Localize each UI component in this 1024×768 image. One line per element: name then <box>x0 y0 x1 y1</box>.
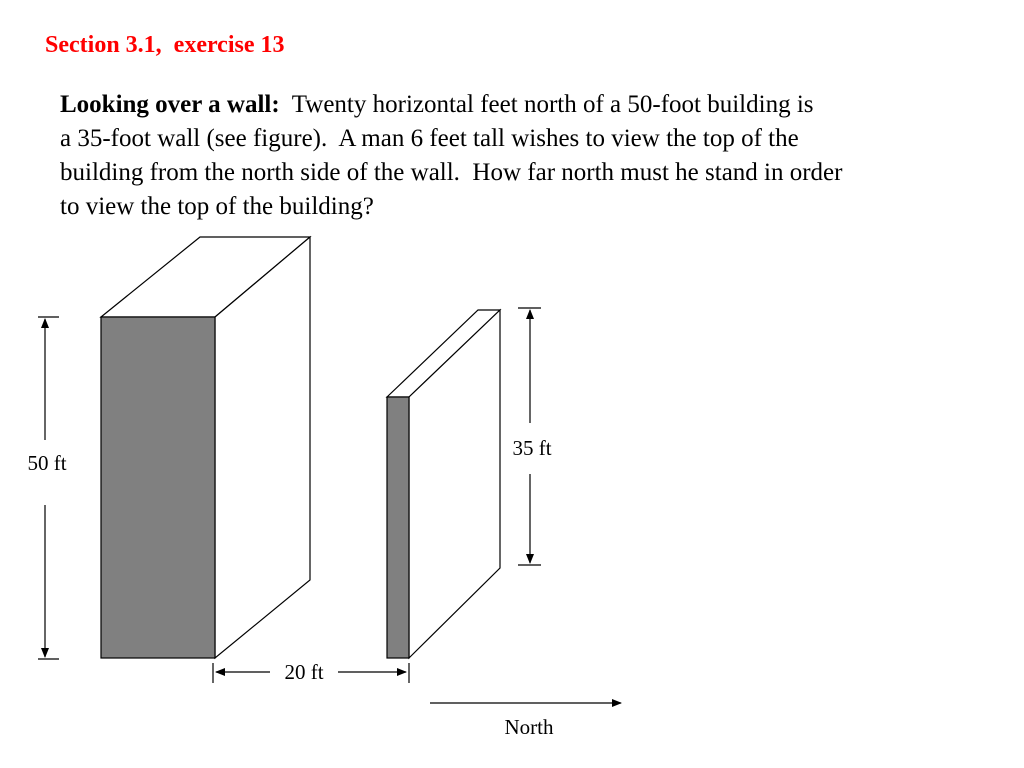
problem-line-2: a 35-foot wall (see figure). A man 6 feet tall wishes to view the top of the <box>60 125 799 152</box>
problem-line-1: Looking over a wall: Twenty horizontal feet north of a 50-foot building is <box>60 91 814 118</box>
wall <box>387 310 500 658</box>
building-height-dimension <box>38 317 59 659</box>
problem-lead: Looking over a wall: <box>60 91 280 118</box>
north-label: North <box>504 715 554 739</box>
wall-front <box>387 397 409 658</box>
problem-line-4: to view the top of the building? <box>60 193 374 220</box>
building <box>101 237 310 658</box>
wall-height-label: 35 ft <box>512 436 552 460</box>
distance-label: 20 ft <box>284 660 324 684</box>
building-height-label: 50 ft <box>27 451 67 475</box>
section-title: Section 3.1, exercise 13 <box>45 32 285 58</box>
problem-line-3: building from the north side of the wall. How far north must he stand in order <box>60 159 843 186</box>
building-front <box>101 317 215 658</box>
